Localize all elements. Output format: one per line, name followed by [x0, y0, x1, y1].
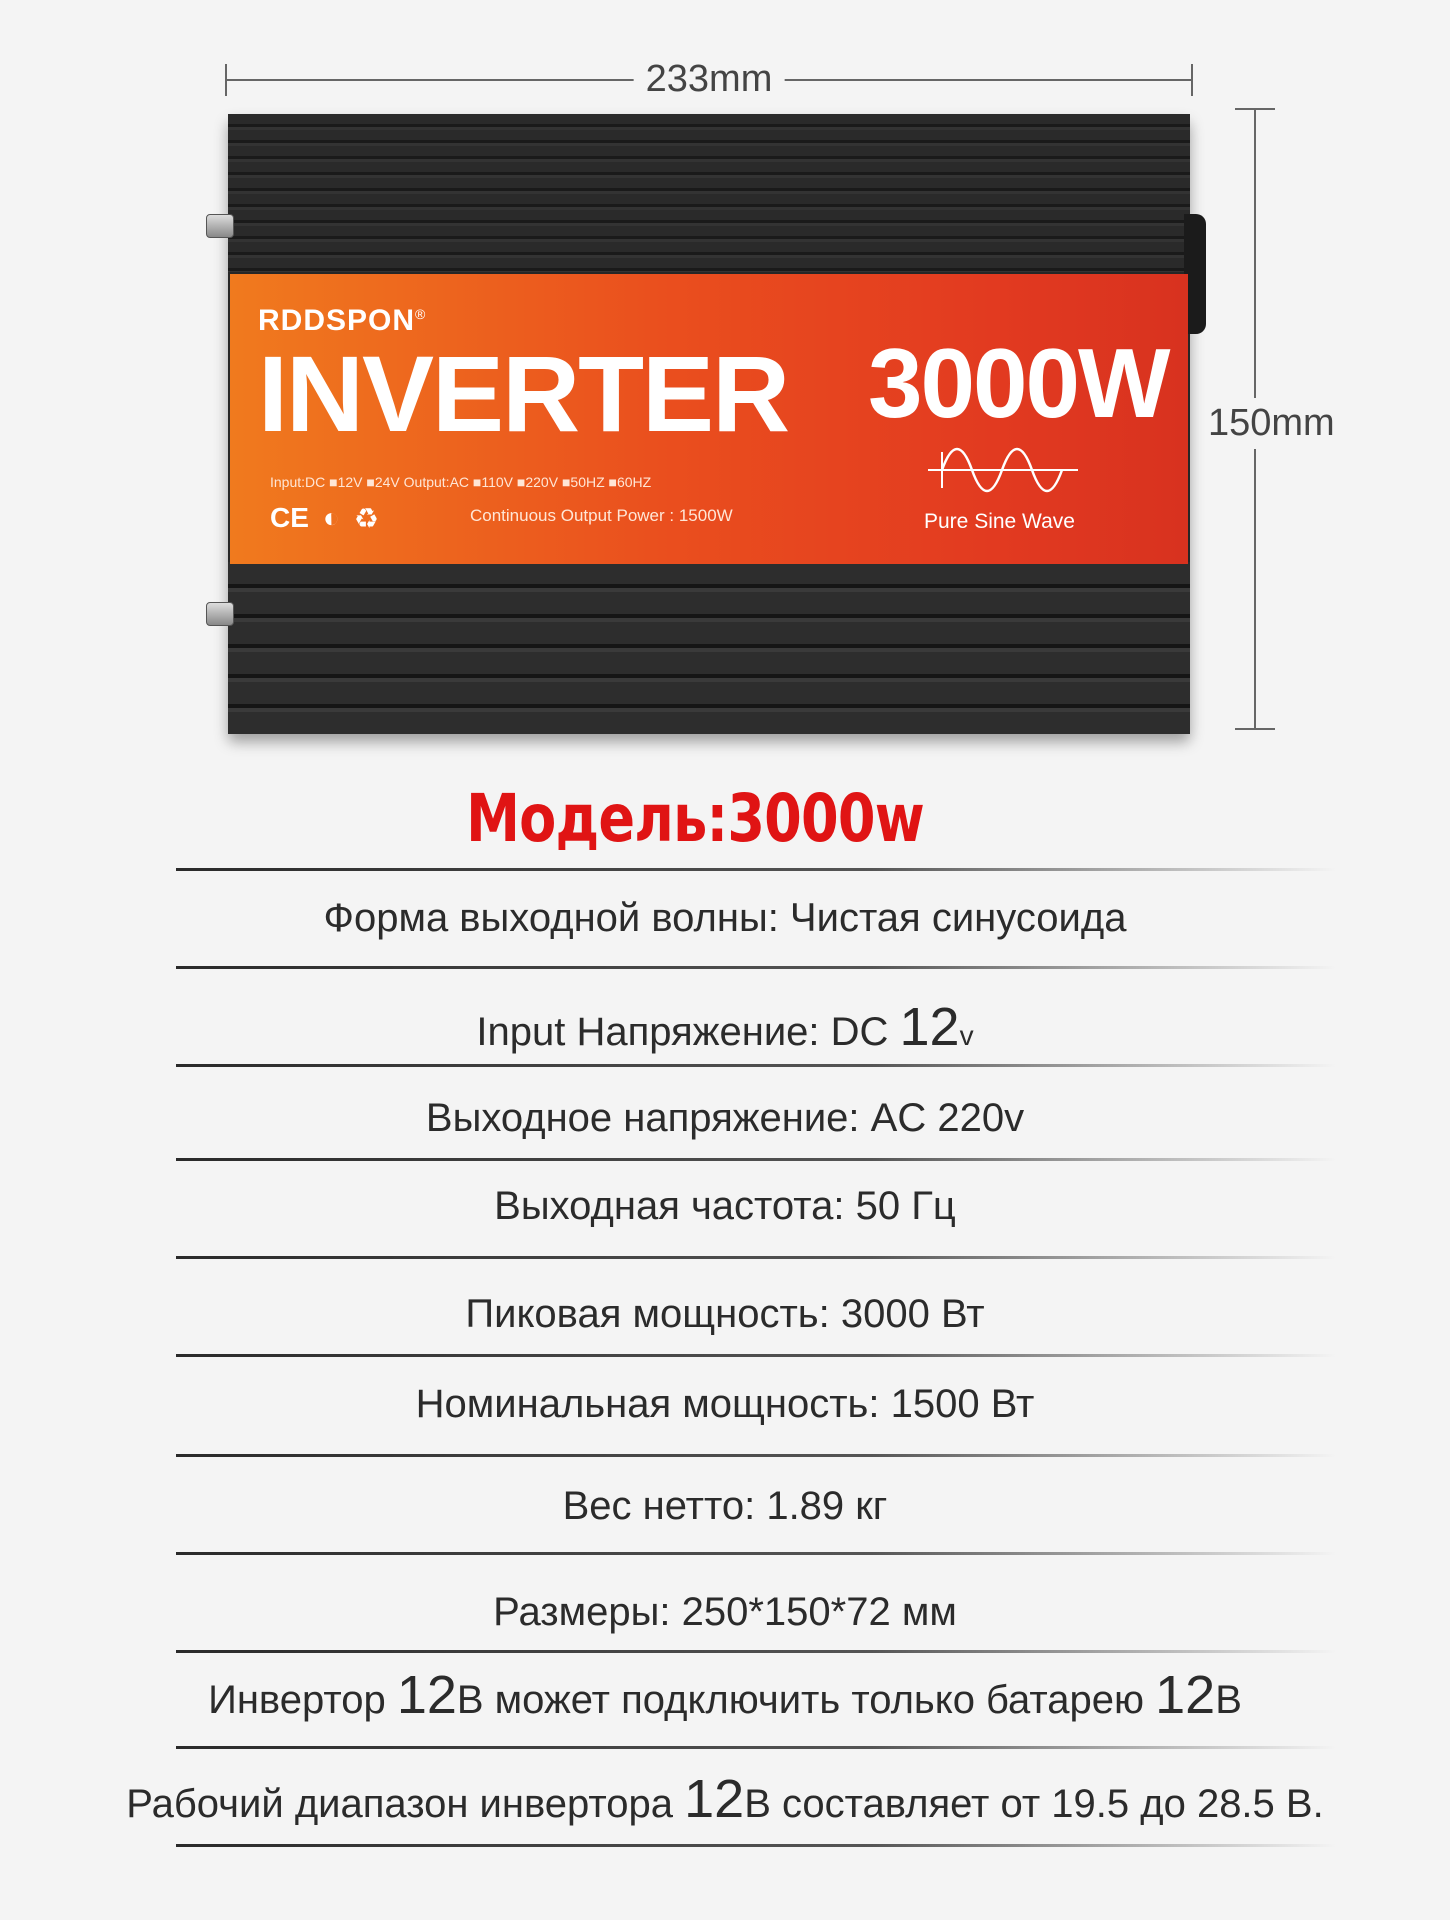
height-dimension-tick-bottom	[1235, 728, 1275, 730]
model-heading: Модель:3000w	[466, 780, 924, 857]
height-dimension-label: 150mm	[1208, 398, 1335, 449]
spec-value: 12	[1155, 1665, 1216, 1725]
width-dimension-label: 233mm	[634, 58, 785, 101]
spec-value: 12	[899, 997, 960, 1057]
sine-wave-icon	[928, 446, 1078, 494]
spec-value: 12	[396, 1665, 457, 1725]
divider	[176, 868, 1336, 871]
spec-row-frequency: Выходная частота: 50 Гц	[494, 1184, 956, 1228]
spec-row-net-weight: Вес нетто: 1.89 кг	[562, 1484, 888, 1528]
divider	[176, 1650, 1336, 1653]
divider	[176, 1552, 1336, 1555]
certification-icons	[270, 502, 379, 535]
spec-text: Рабочий диапазон инвертора	[126, 1782, 685, 1826]
divider	[176, 1256, 1336, 1259]
input-output-spec: Input:DC ■12V ■24V Output:AC ■110V ■220V ■50HZ ■60HZ	[270, 474, 652, 490]
divider	[176, 1064, 1336, 1067]
spec-row-peak-power: Пиковая мощность: 3000 Вт	[465, 1292, 985, 1336]
product-title: INVERTER	[258, 333, 789, 454]
spec-text: Input Напряжение: DC	[476, 1010, 900, 1054]
divider	[176, 966, 1336, 969]
divider	[176, 1158, 1336, 1161]
product-label-panel	[230, 274, 1188, 564]
continuous-power-text: Continuous Output Power : 1500W	[470, 506, 733, 525]
divider	[176, 1746, 1336, 1749]
heatsink-fins-bottom	[228, 562, 1190, 734]
inverter-product-image	[228, 114, 1190, 734]
pure-sine-wave-label: Pure Sine Wave	[924, 510, 1075, 533]
spec-row-output-voltage: Выходное напряжение: AC 220v	[425, 1096, 1025, 1140]
spec-text: В составляет от 19.5 до 28.5 В.	[744, 1782, 1324, 1826]
safety-mark-icon: ◐	[322, 502, 340, 533]
spec-value: 12	[684, 1769, 745, 1829]
heatsink-fins-top	[228, 114, 1190, 272]
terminal-bottom-icon	[206, 602, 234, 626]
divider	[176, 1354, 1336, 1357]
spec-text: Инвертор	[208, 1678, 397, 1722]
divider	[176, 1844, 1336, 1847]
ce-mark-icon: CE	[270, 502, 309, 533]
divider	[176, 1454, 1336, 1457]
height-dimension-tick-top	[1235, 108, 1275, 110]
spec-text: В может подключить только батарею	[456, 1678, 1156, 1722]
terminal-top-icon	[206, 214, 234, 238]
spec-row-operating-range	[0, 1768, 1450, 1830]
spec-row-input-voltage	[0, 996, 1450, 1058]
width-dimension-tick-left	[225, 64, 227, 96]
width-dimension-tick-right	[1191, 64, 1193, 96]
product-power: 3000W	[868, 328, 1169, 438]
recycle-icon: ♻	[353, 503, 379, 534]
spec-row-battery-compat	[0, 1664, 1450, 1726]
spec-row-dimensions: Размеры: 250*150*72 мм	[493, 1590, 957, 1634]
brand-logo: RDDSPON®	[258, 304, 427, 337]
spec-text: В	[1215, 1678, 1242, 1722]
spec-row-rated-power: Номинальная мощность: 1500 Вт	[415, 1382, 1035, 1426]
spec-unit: v	[959, 1020, 974, 1051]
width-dimension	[225, 58, 1193, 100]
spec-row-waveform: Форма выходной волны: Чистая синусоида	[323, 896, 1127, 940]
